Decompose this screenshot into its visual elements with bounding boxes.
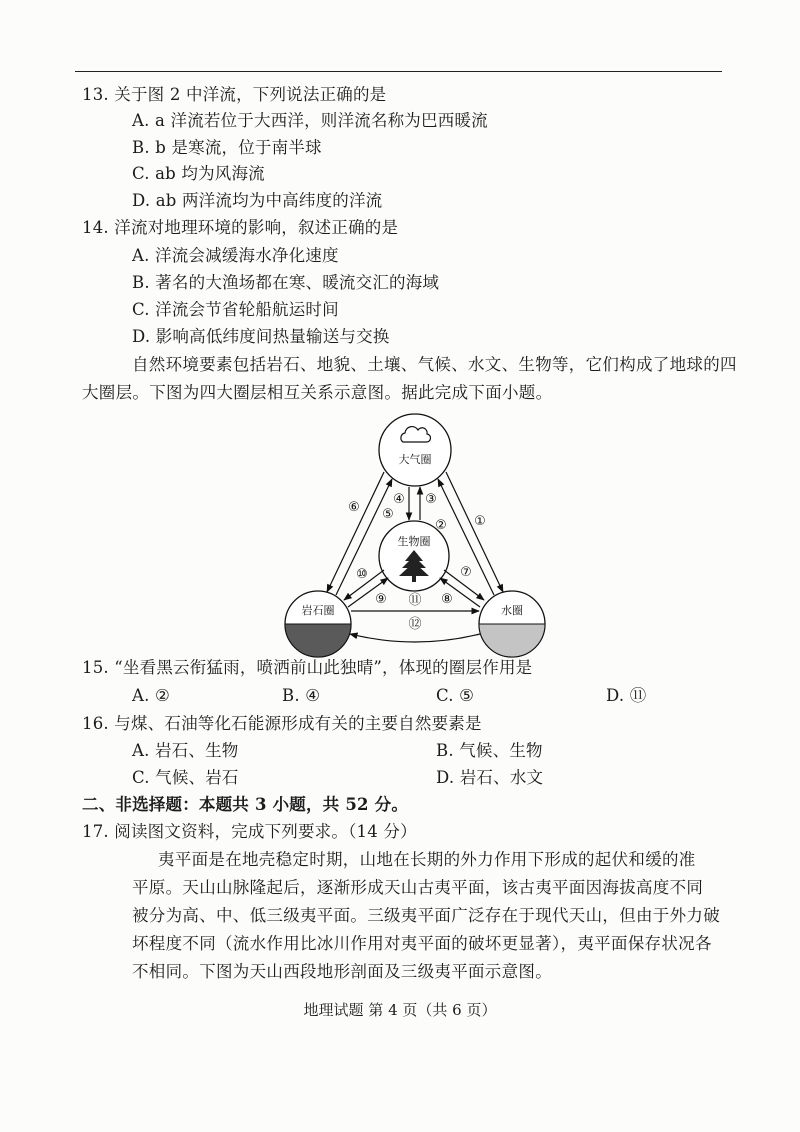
q14-stem: 14. 洋流对地理环境的影响，叙述正确的是: [82, 218, 399, 237]
arrow-label-9: ⑨: [375, 592, 387, 607]
q17-material-line-1: 夷平面是在地壳稳定时期，山地在长期的外力作用下形成的起伏和缓的准: [158, 850, 696, 869]
q13-stem: 13. 关于图 2 中洋流，下列说法正确的是: [82, 85, 387, 104]
q17-material-line-3: 被分为高、中、低三级夷平面。三级夷平面广泛存在于现代天山，但由于外力破: [132, 906, 720, 925]
q13-option-b: B. b 是寒流，位于南半球: [132, 138, 322, 157]
arrow-label-5: ⑤: [382, 507, 394, 522]
q16-option-b: B. 气候、生物: [436, 741, 543, 760]
q15-option-c: C. ⑤: [436, 686, 475, 705]
q14-option-d: D. 影响高低纬度间热量输送与交换: [132, 327, 390, 346]
q16-option-d: D. 岩石、水文: [436, 768, 544, 787]
intro-line-2: 大圈层。下图为四大圈层相互关系示意图。据此完成下面小题。: [82, 383, 553, 402]
q14-option-c: C. 洋流会节省轮船航运时间: [132, 300, 339, 319]
q15-option-d: D. ⑪: [606, 686, 647, 705]
sphere-relationship-diagram: [270, 405, 560, 665]
arrow-12: [350, 634, 480, 642]
biosphere-label: 生物圈: [397, 535, 431, 548]
q17-material-line-2: 平原。天山山脉隆起后，逐渐形成天山古夷平面，该古夷平面因海拔高度不同: [132, 878, 704, 897]
q13-option-a: A. a 洋流若位于大西洋，则洋流名称为巴西暖流: [132, 111, 488, 130]
arrow-label-2: ②: [435, 518, 447, 533]
page-footer: 地理试题 第 4 页（共 6 页）: [303, 1001, 497, 1019]
q15-option-b: B. ④: [282, 686, 321, 705]
arrow-label-12: ⑫: [408, 617, 422, 632]
hydrosphere-water-fill: [479, 624, 545, 657]
arrow-1: [446, 472, 503, 592]
q14-option-a: A. 洋流会减缓海水净化速度: [132, 246, 339, 265]
q15-option-a: A. ②: [132, 686, 170, 705]
q16-option-c: C. 气候、岩石: [132, 768, 239, 787]
q13-option-c: C. ab 均为风海流: [132, 164, 265, 183]
arrow-label-10: ⑩: [356, 567, 368, 582]
q14-option-b: B. 著名的大渔场都在寒、暖流交汇的海域: [132, 273, 440, 292]
lithosphere-label: 岩石圈: [301, 604, 335, 617]
arrow-label-6: ⑥: [348, 500, 360, 515]
section-2-heading: 二、非选择题：本题共 3 小题，共 52 分。: [82, 795, 409, 814]
q15-stem: 15. “坐看黑云衔猛雨，喷洒前山此独晴”，体现的圈层作用是: [82, 658, 533, 677]
arrow-label-1: ①: [474, 514, 486, 529]
q16-stem: 16. 与煤、石油等化石能源形成有关的主要自然要素是: [82, 714, 482, 733]
atmosphere-label: 大气圈: [398, 453, 432, 466]
header-rule: [75, 71, 722, 72]
intro-line-1: 自然环境要素包括岩石、地貌、土壤、气候、水文、生物等，它们构成了地球的四: [132, 355, 737, 374]
arrow-label-3: ③: [425, 492, 437, 507]
arrow-label-7: ⑦: [460, 565, 472, 580]
atmosphere-circle: [379, 414, 451, 486]
q17-material-line-5: 不相同。下图为天山西段地形剖面及三级夷平面示意图。: [132, 962, 552, 981]
q17-stem: 17. 阅读图文资料，完成下列要求。（14 分）: [82, 822, 417, 841]
lithosphere-rock-fill: [285, 624, 351, 657]
arrow-label-11: ⑪: [408, 593, 422, 608]
arrow-label-4: ④: [393, 492, 405, 507]
q16-option-a: A. 岩石、生物: [132, 741, 239, 760]
hydrosphere-label: 水圈: [501, 604, 523, 617]
q17-material-line-4: 坏程度不同（流水作用比冰川作用对夷平面的破坏更显著），夷平面保存状况各: [132, 934, 712, 953]
arrow-label-8: ⑧: [441, 592, 453, 607]
q13-option-d: D. ab 两洋流均为中高纬度的洋流: [132, 191, 383, 210]
